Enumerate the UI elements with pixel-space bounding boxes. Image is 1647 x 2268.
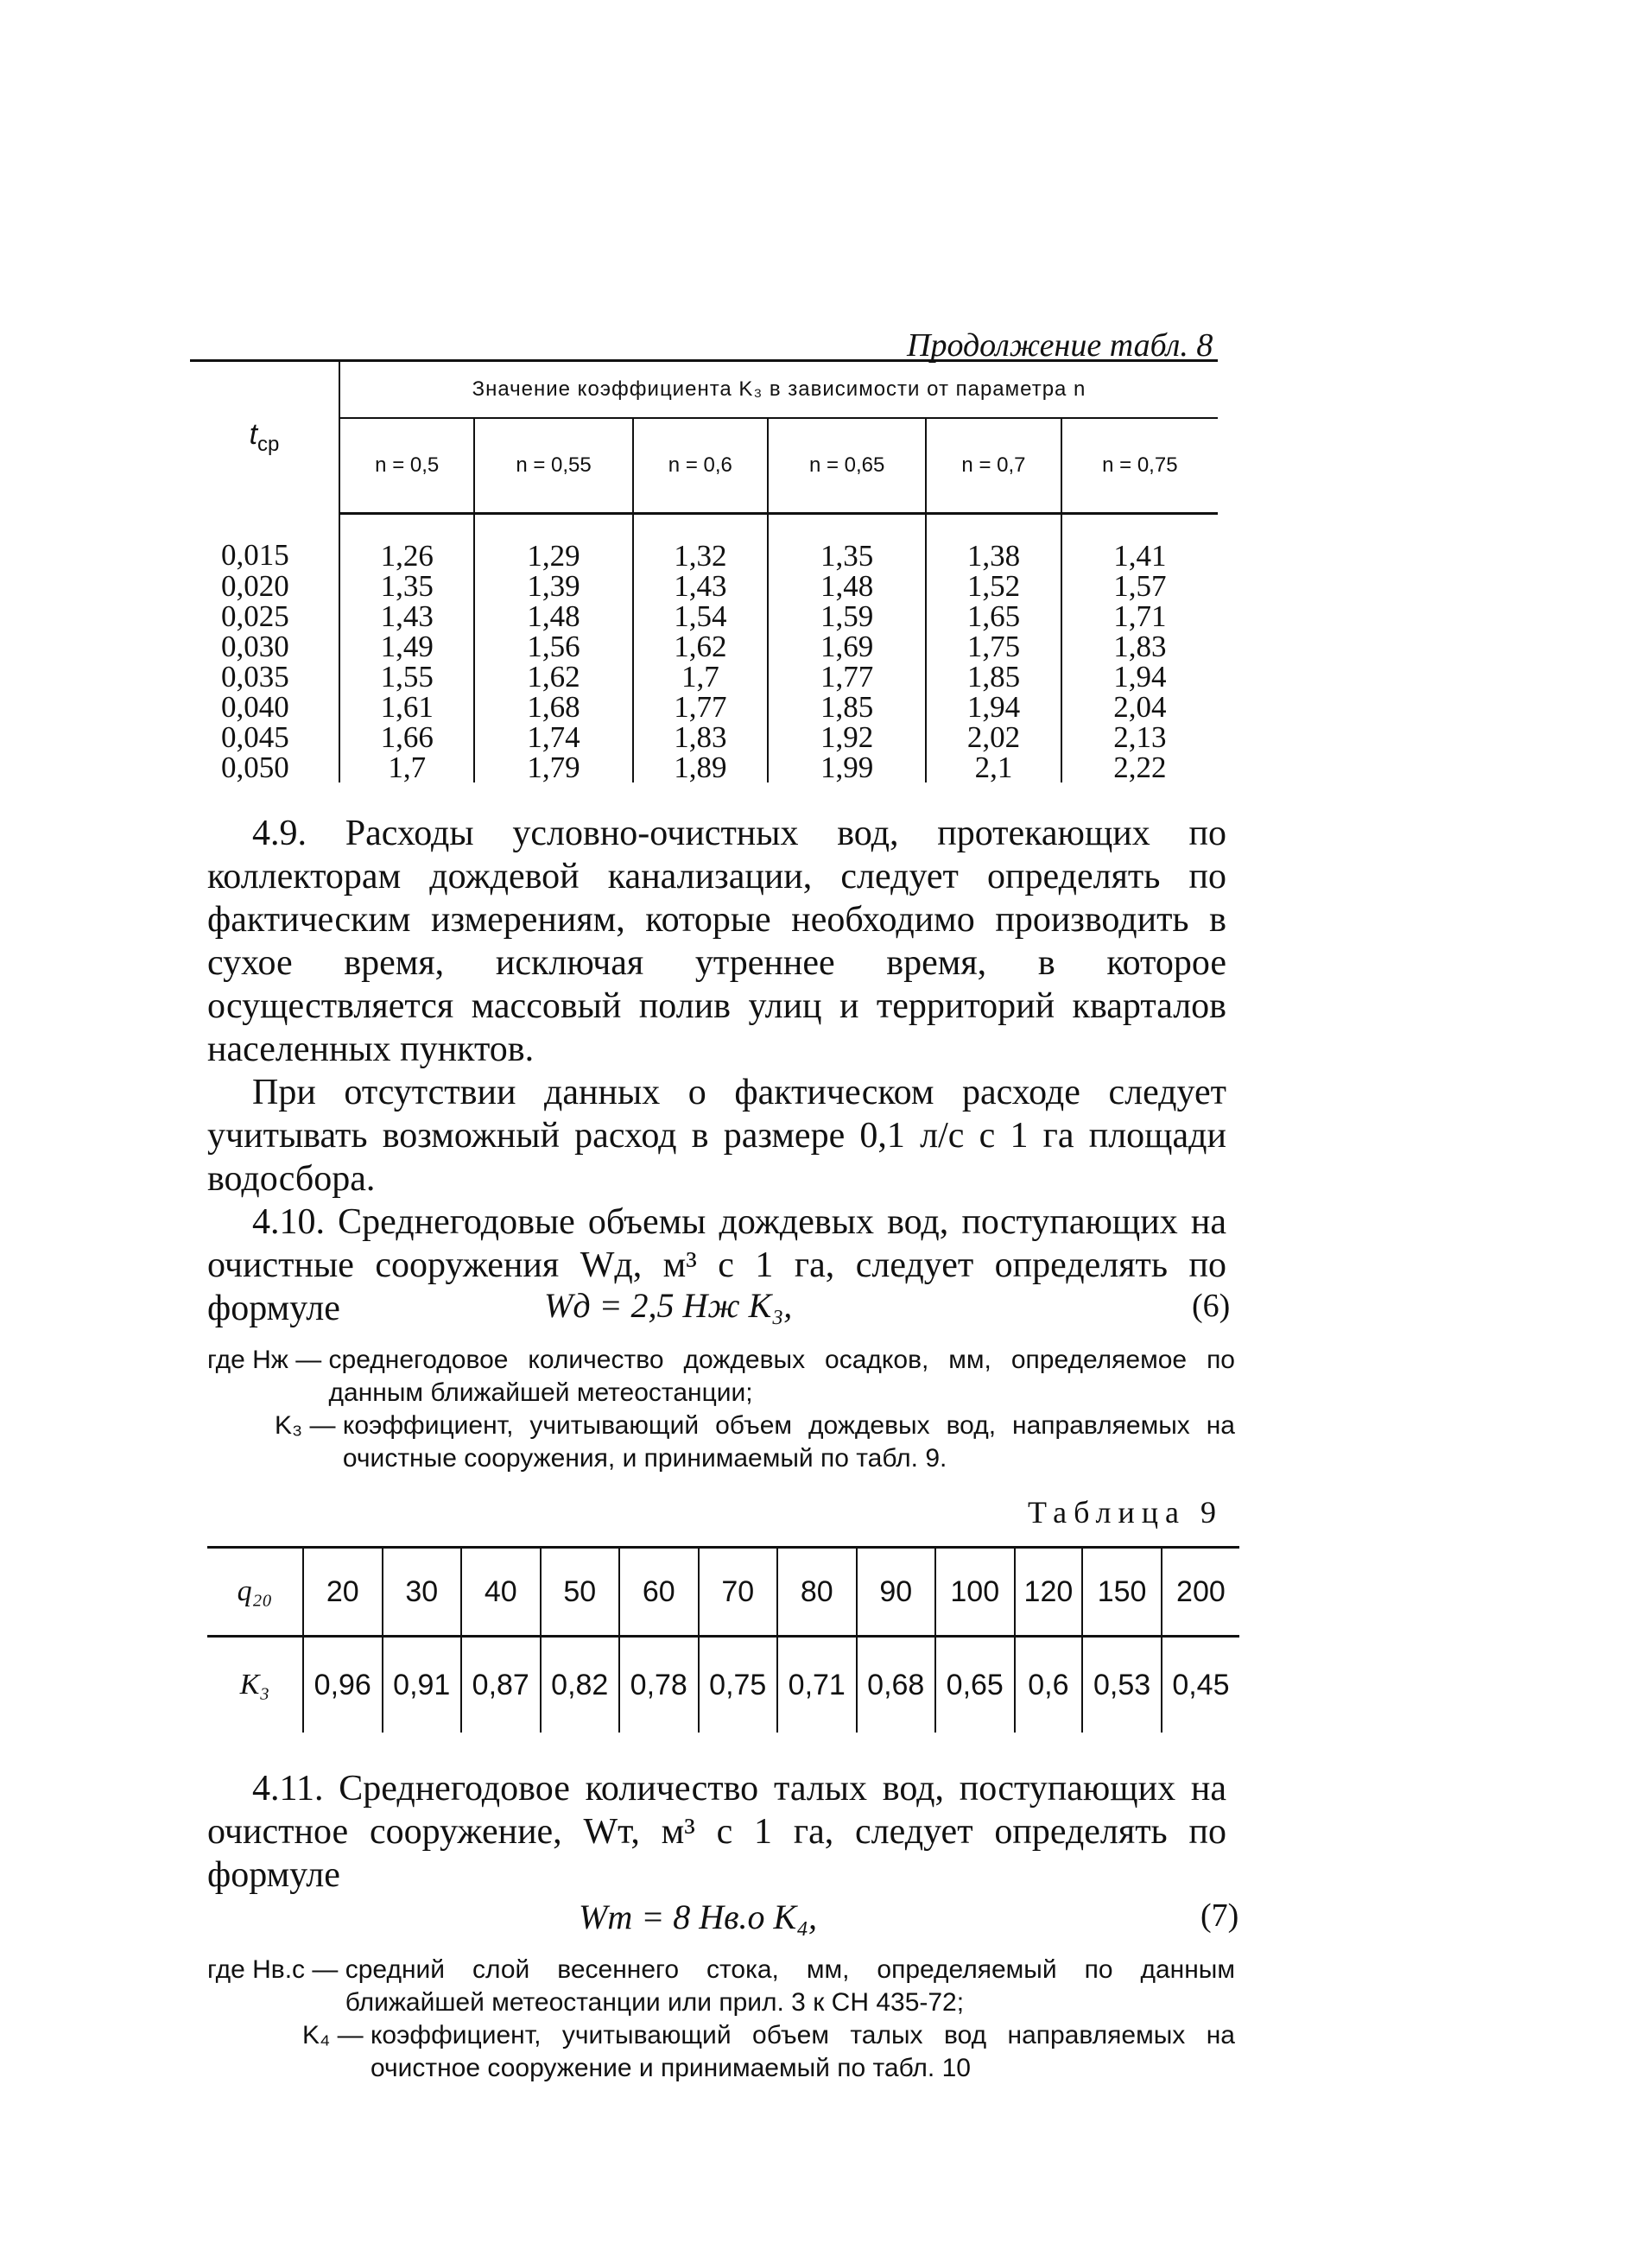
section-4-11-paragraph: 4.11. Среднегодовое количество талых вод, поступающих на очистное сооружение, Wт, м³ с 1 га, следует определять по формуле: [207, 1769, 1226, 1895]
q20-label: q₂₀: [207, 1548, 303, 1637]
formula-7-number: (7): [1200, 1897, 1239, 1934]
q20-value: 90: [857, 1548, 936, 1637]
legend-row: [207, 1954, 1235, 2019]
t-value: 0,025: [221, 599, 289, 633]
k3-value: 1,83: [1061, 631, 1218, 662]
table-continuation-label: Продолжение табл. 8: [907, 327, 1213, 364]
k3-value: 0,53: [1082, 1637, 1162, 1733]
k3-value: 1,85: [768, 692, 926, 722]
legend-definition: среднегодовое количество дождевых осадков, мм, определяемое по данным ближайшей метеостанции;: [328, 1346, 1235, 1407]
k3-value: 2,04: [1061, 692, 1218, 722]
k3-value: 1,85: [926, 662, 1061, 692]
q20-value: 50: [541, 1548, 620, 1637]
k3-value: 0,45: [1162, 1637, 1239, 1733]
legend-row: [207, 1410, 1235, 1475]
k3-value: 0,91: [383, 1637, 462, 1733]
n-header: n = 0,5: [339, 418, 474, 514]
k3-value: 1,49: [339, 631, 474, 662]
table-9: [207, 1546, 1239, 1733]
table-row: [190, 514, 1218, 572]
legend-symbol: где Hв.с —: [207, 1955, 345, 1984]
k3-value: 1,69: [768, 631, 926, 662]
k3-value: 0,68: [857, 1637, 936, 1733]
table-row: [190, 601, 1218, 631]
t-symbol: t: [249, 418, 258, 452]
k3-value: 1,55: [339, 662, 474, 692]
legend-definition: средний слой весеннего стока, мм, определяемый по данным ближайшей метеостанции или прил. 3 к СН 435-72;: [345, 1955, 1235, 2017]
k3-value: 0,6: [1015, 1637, 1083, 1733]
k3-value: 1,68: [474, 692, 632, 722]
q20-value: 70: [699, 1548, 778, 1637]
t-value: 0,045: [221, 720, 289, 754]
k3-value: 1,54: [633, 601, 768, 631]
legend-symbol: K₄ —: [302, 2021, 371, 2049]
table-8-body: [190, 514, 1218, 783]
k3-value: 1,94: [926, 692, 1061, 722]
q20-value: 30: [383, 1548, 462, 1637]
t-subscript: ср: [257, 433, 280, 457]
k3-value: 1,29: [474, 514, 632, 572]
table-row: [190, 662, 1218, 692]
n-header: n = 0,6: [633, 418, 768, 514]
k3-value: 1,66: [339, 722, 474, 752]
k3-label: K₃: [207, 1637, 303, 1733]
k3-value: 2,13: [1061, 722, 1218, 752]
k3-value: 1,77: [768, 662, 926, 692]
k3-value: 1,83: [633, 722, 768, 752]
n-header: n = 0,65: [768, 418, 926, 514]
table-row: [190, 692, 1218, 722]
k3-value: 0,82: [541, 1637, 620, 1733]
k3-value: 1,57: [1061, 571, 1218, 601]
legend-symbol: K₃ —: [275, 1411, 343, 1440]
table-row: [190, 752, 1218, 782]
q20-value: 150: [1082, 1548, 1162, 1637]
k3-value: 1,48: [474, 601, 632, 631]
legend-row: [207, 2019, 1235, 2085]
t-value: 0,050: [221, 751, 289, 784]
k3-value: 1,92: [768, 722, 926, 752]
k3-value: 2,22: [1061, 752, 1218, 782]
k3-value: 1,26: [339, 514, 474, 572]
table-9-caption: Таблица 9: [1028, 1495, 1223, 1530]
k3-value: 1,7: [633, 662, 768, 692]
section-4-9: [207, 812, 1226, 1330]
section-4-10-paragraph: 4.10. Среднегодовые объемы дождевых вод, поступающих на очистные сооружения Wд, м³ с 1 га, следует определять по формуле: [207, 1202, 1226, 1328]
legend-definition: коэффициент, учитывающий объем дождевых вод, направляемых на очистные сооружения, и принимаемый по табл. 9.: [342, 1411, 1235, 1473]
legend-row: [207, 1344, 1235, 1410]
k3-value: 1,71: [1061, 601, 1218, 631]
table-8: [190, 359, 1218, 782]
k3-value: 1,75: [926, 631, 1061, 662]
k3-value: 1,79: [474, 752, 632, 782]
k3-value: 2,02: [926, 722, 1061, 752]
k3-value: 0,65: [935, 1637, 1015, 1733]
q20-value: 200: [1162, 1548, 1239, 1637]
q20-value: 20: [303, 1548, 383, 1637]
k3-value: 1,56: [474, 631, 632, 662]
table-row: [190, 631, 1218, 662]
n-header: n = 0,75: [1061, 418, 1218, 514]
legend-definition: коэффициент, учитывающий объем талых вод направляемых на очистное сооружение и принимаемый по табл. 10: [370, 2021, 1235, 2082]
t-value: 0,015: [221, 538, 289, 573]
formula-7: Wт = 8 Hв.о K₄,: [579, 1897, 818, 1936]
k3-value: 0,96: [303, 1637, 383, 1733]
t-value: 0,035: [221, 660, 289, 694]
k3-value: 1,74: [474, 722, 632, 752]
k3-value: 1,48: [768, 571, 926, 601]
k3-value: 0,78: [619, 1637, 699, 1733]
k3-value: 1,94: [1061, 662, 1218, 692]
k3-value: 1,62: [633, 631, 768, 662]
k3-value: 1,59: [768, 601, 926, 631]
t-column-header: [190, 361, 339, 514]
formula-6-number: (6): [1192, 1288, 1231, 1324]
k3-value: 1,77: [633, 692, 768, 722]
k3-value: 1,43: [339, 601, 474, 631]
q20-value: 40: [461, 1548, 541, 1637]
section-4-9-paragraph: При отсутствии данных о фактическом расходе следует учитывать возможный расход в размере 0,1 л/с с 1 га площади водосбора.: [207, 1073, 1226, 1199]
k3-value: 1,62: [474, 662, 632, 692]
k3-value: 1,43: [633, 571, 768, 601]
formula-6-legend: [207, 1344, 1235, 1475]
k3-value: 1,35: [339, 571, 474, 601]
formula-7-legend: [207, 1954, 1235, 2085]
table-row: [207, 1637, 1239, 1733]
t-value: 0,040: [221, 690, 289, 724]
t-value: 0,020: [221, 569, 289, 603]
k3-value: 1,89: [633, 752, 768, 782]
t-value: 0,030: [221, 630, 289, 663]
k3-value: 0,75: [699, 1637, 778, 1733]
k3-value: 1,38: [926, 514, 1061, 572]
k3-span-header: Значение коэффициента K₃ в зависимости от параметра n: [339, 361, 1218, 419]
q20-value: 100: [935, 1548, 1015, 1637]
k3-value: 0,71: [777, 1637, 857, 1733]
k3-value: 1,99: [768, 752, 926, 782]
formula-6: Wд = 2,5 Hж K₃,: [544, 1286, 793, 1325]
k3-value: 1,35: [768, 514, 926, 572]
legend-symbol: где Hж —: [207, 1346, 329, 1374]
k3-value: 1,41: [1061, 514, 1218, 572]
table-row: [190, 722, 1218, 752]
section-4-11: [207, 1767, 1226, 1897]
k3-value: 1,65: [926, 601, 1061, 631]
k3-value: 0,87: [461, 1637, 541, 1733]
k3-value: 1,7: [339, 752, 474, 782]
q20-value: 80: [777, 1548, 857, 1637]
k3-value: 1,39: [474, 571, 632, 601]
q20-value: 60: [619, 1548, 699, 1637]
k3-value: 1,32: [633, 514, 768, 572]
table-row: [207, 1548, 1239, 1637]
k3-value: 2,1: [926, 752, 1061, 782]
q20-value: 120: [1015, 1548, 1083, 1637]
n-header: n = 0,7: [926, 418, 1061, 514]
n-header: n = 0,55: [474, 418, 632, 514]
table-row: [190, 571, 1218, 601]
section-4-9-paragraph: 4.9. Расходы условно-очистных вод, протекающих по коллекторам дождевой канализации, следует определять по фактическим измерениям, которые необходимо производить в сухое время, исключая утреннее время, в которое осуществляется массовый полив улиц и территорий кварталов населенных пунктов.: [207, 814, 1226, 1069]
k3-value: 1,52: [926, 571, 1061, 601]
k3-value: 1,61: [339, 692, 474, 722]
